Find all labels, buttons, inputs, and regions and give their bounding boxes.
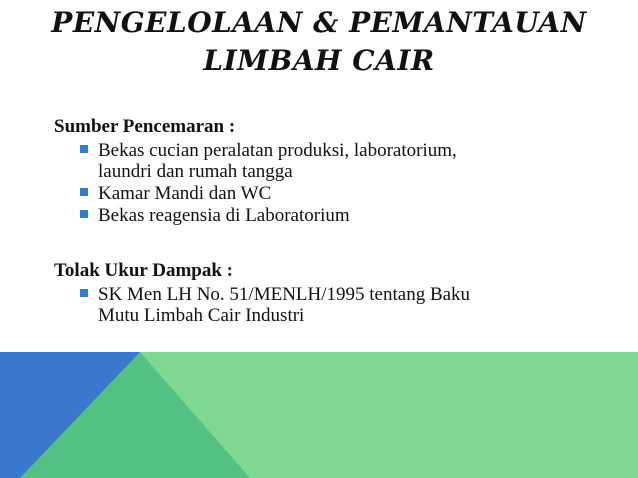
list-item-line: Bekas reagensia di Laboratorium (98, 205, 350, 226)
list-item (92, 183, 592, 204)
list-item-line: Bekas cucian peralatan produksi, laboratorium, (98, 140, 457, 161)
list-item (92, 284, 592, 326)
list-item-line: SK Men LH No. 51/MENLH/1995 tentang Baku (98, 284, 471, 305)
list-item (92, 140, 592, 182)
slide-title-line-2: LIMBAH CAIR (203, 44, 435, 77)
square-bullet-icon (80, 145, 88, 153)
square-bullet-icon (80, 210, 88, 218)
list-item-line: Mutu Limbah Cair Industri (98, 305, 305, 326)
square-bullet-icon (80, 188, 88, 196)
slide-title-line-1: PENGELOLAAN & PEMANTAUAN (51, 6, 587, 39)
list-item-line: laundri dan rumah tangga (98, 161, 293, 182)
section-heading-sumber-pencemaran: Sumber Pencemaran : (54, 116, 236, 137)
section-heading-tolak-ukur-dampak: Tolak Ukur Dampak : (54, 260, 233, 281)
list-item-line: Kamar Mandi dan WC (98, 183, 272, 204)
square-bullet-icon (80, 289, 88, 297)
list-item (92, 205, 592, 226)
